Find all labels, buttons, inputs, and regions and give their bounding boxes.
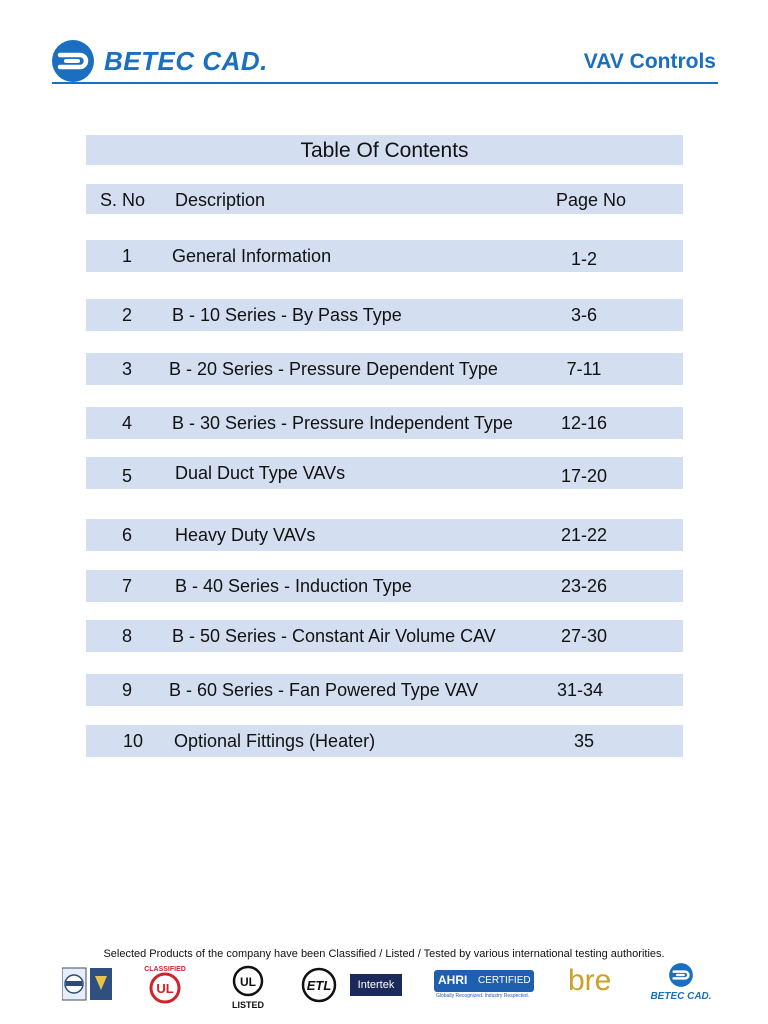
row-description: B - 60 Series - Fan Powered Type VAV: [169, 680, 479, 700]
document-title: VAV Controls: [583, 50, 716, 73]
header-divider: [52, 82, 718, 84]
betec-small-logo-icon: [668, 962, 694, 988]
column-header-description: Description: [175, 190, 266, 210]
row-sno: 6: [121, 525, 132, 545]
column-header-sno: S. No: [100, 190, 146, 210]
row-page: 23-26: [560, 576, 608, 596]
row-sno: 8: [121, 626, 132, 646]
etl-icon: [300, 966, 344, 1004]
row-sno: 9: [121, 680, 132, 700]
intertek-logo: Intertek: [350, 974, 402, 996]
ahri-certified-label: CERTIFIED: [478, 975, 531, 986]
row-description: Dual Duct Type VAVs: [175, 463, 346, 483]
svg-text:ETL: ETL: [306, 978, 332, 993]
brand-logo: [50, 38, 268, 84]
ul-classified-icon: [143, 962, 187, 1006]
page-header: [0, 0, 768, 90]
row-sno: 2: [121, 305, 132, 325]
row-sno: 5: [121, 466, 132, 486]
row-description: B - 40 Series - Induction Type: [175, 576, 412, 596]
row-description: B - 20 Series - Pressure Dependent Type: [169, 359, 498, 379]
certification-logos: [0, 962, 768, 1012]
toc-row[interactable]: [86, 620, 683, 652]
row-description: Heavy Duty VAVs: [175, 525, 316, 545]
ul-classified-label: CLASSIFIED: [144, 966, 186, 973]
row-sno: 3: [121, 359, 132, 379]
row-page: 12-16: [560, 413, 608, 433]
row-page: 31-34: [556, 680, 604, 700]
ul-listed-icon: [228, 964, 268, 1010]
row-sno: 1: [121, 246, 132, 266]
toc-row[interactable]: [86, 674, 683, 706]
row-sno: 4: [121, 413, 132, 433]
row-page: 27-30: [560, 626, 608, 646]
toc-row[interactable]: [86, 570, 683, 602]
toc-row[interactable]: [86, 407, 683, 439]
row-page: 17-20: [560, 466, 608, 486]
toc-column-headers: [86, 184, 683, 214]
betec-footer-label: BETEC CAD.: [650, 991, 712, 1002]
toc-row[interactable]: [86, 457, 683, 489]
toc-row[interactable]: [86, 353, 683, 385]
toc-row[interactable]: [86, 299, 683, 331]
iso-badge-icon: [62, 966, 114, 1002]
row-page: 1-2: [570, 249, 597, 269]
row-page: 7-11: [566, 359, 602, 379]
row-description: B - 10 Series - By Pass Type: [172, 305, 402, 325]
svg-text:UL: UL: [156, 981, 174, 996]
row-description: Optional Fittings (Heater): [174, 731, 376, 751]
row-description: B - 30 Series - Pressure Independent Type: [172, 413, 513, 433]
column-header-page: Page No: [556, 190, 627, 210]
row-page: 35: [573, 731, 595, 751]
row-page: 3-6: [570, 305, 597, 325]
row-sno: 7: [121, 576, 132, 596]
row-sno: 10: [122, 731, 144, 751]
betec-logo-icon: [50, 38, 96, 84]
toc-row[interactable]: [86, 725, 683, 757]
row-description: B - 50 Series - Constant Air Volume CAV: [172, 626, 496, 646]
betec-footer-logo: [648, 962, 714, 1006]
toc-title: Table Of Contents: [300, 139, 469, 162]
ahri-logo: AHRI CERTIFIED Globally Recognized. Industry Respected.: [434, 970, 534, 1000]
row-description: General Information: [172, 246, 332, 266]
toc-row[interactable]: [86, 519, 683, 551]
ahri-tagline: Globally Recognized. Industry Respected.: [436, 993, 530, 999]
toc-row[interactable]: [86, 240, 683, 272]
certification-note: Selected Products of the company have been Classified / Listed / Tested by various international testing authorities.: [103, 948, 665, 960]
svg-text:UL: UL: [240, 975, 256, 989]
ul-listed-label: LISTED: [231, 1000, 265, 1010]
row-page: 21-22: [560, 525, 608, 545]
toc-title-band: [86, 135, 683, 165]
bre-logo: bre: [568, 964, 612, 997]
brand-name: BETEC CAD.: [104, 45, 268, 76]
